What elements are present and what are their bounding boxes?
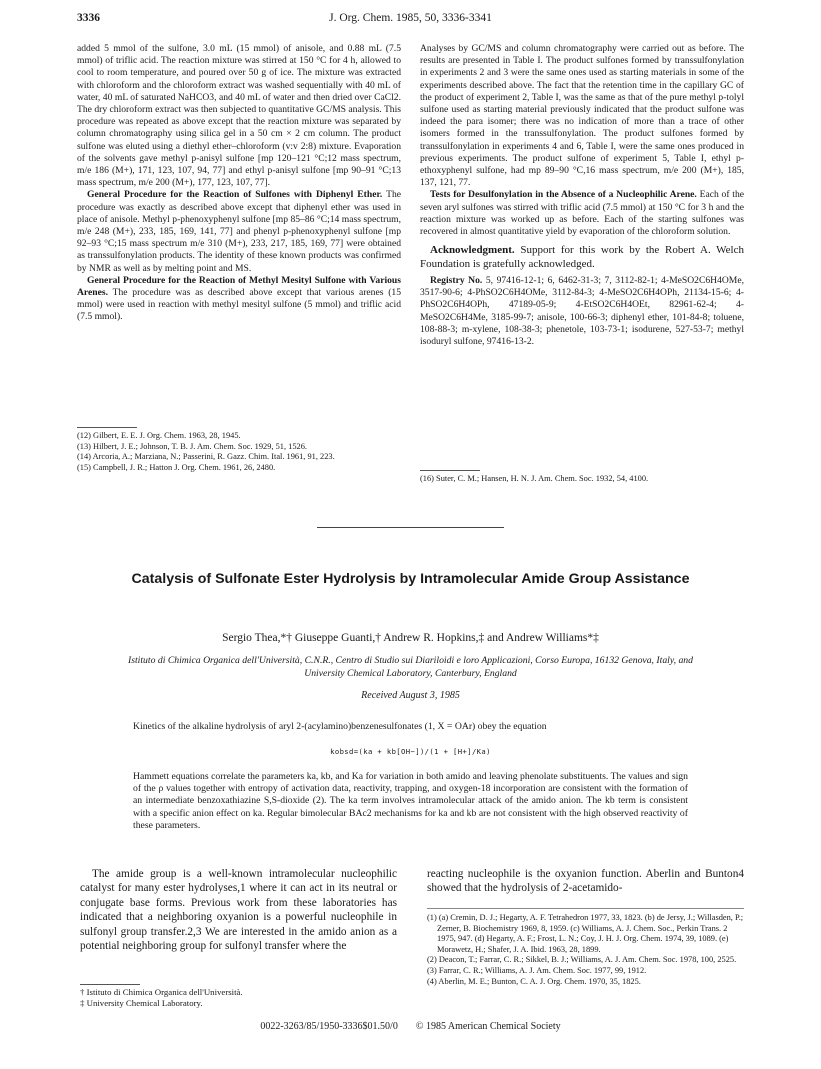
article-title: Catalysis of Sulfonate Ester Hydrolysis by Intramolecular Amide Group Assistance (131, 571, 690, 587)
rate-equation: kobsd=(ka + kb[OH−])/(1 + [H+]/Ka) (330, 747, 491, 756)
footnote: (3) Farrar, C. R.; Williams, A. J. Am. Chem. Soc. 1977, 99, 1912. (427, 965, 647, 975)
footnote: (14) Arcoria, A.; Marziana, N.; Passerini, R. Gazz. Chim. Ital. 1961, 91, 223. (77, 452, 335, 462)
price-code: 0022-3263/85/1950-3336$01.50/0 (260, 1021, 398, 1032)
footnote-rule-right (420, 470, 480, 471)
right-footnotes (420, 474, 744, 485)
right-heading-2: Tests for Desulfonylation in the Absence of a Nucleophilic Arene. (430, 189, 697, 201)
footnote: (16) Suter, C. M.; Hansen, H. N. J. Am. Chem. Soc. 1932, 54, 4100. (420, 474, 649, 483)
body-right (427, 867, 744, 896)
abstract-body: Hammett equations correlate the parameters ka, kb, and Ka for variation in both amido and leaving phenolate substituents. The values and sign of the ρ values together with entropy of activation data, reactivity, trapping, and oxygen-18 incorporation are consistent with the formation of an intermediate benzoxathiazine S,S-dioxide (2). The ka term involves intramolecular attack of the amido anion. The kb term is consistent with a specific anion effect on ka. Regular bimolecular BAc2 mechanisms for ka and kb are not consistent with the high observed reactivity of these parameters. (133, 771, 688, 831)
footnote: (13) Hilbert, J. E.; Johnson, T. B. J. Am. Chem. Soc. 1929, 51, 1526. (77, 441, 307, 451)
body-left (80, 867, 397, 953)
right-column (420, 43, 744, 348)
article-authors: Sergio Thea,*† Giuseppe Guanti,† Andrew R. Hopkins,‡ and Andrew Williams*‡ (222, 632, 599, 644)
footnote: (12) Gilbert, E. E. J. Org. Chem. 1963, 28, 1945. (77, 431, 241, 440)
footnote: (15) Campbell, J. R.; Hatton J. Org. Chem. 1961, 26, 2480. (77, 462, 276, 472)
footnote: † Istituto di Chimica Organica dell'Università. (80, 987, 243, 997)
article-affiliation: Istituto di Chimica Organica dell'Università, C.N.R., Centro di Studio sui Diariloidi e loro Applicazioni, Corso Europa, 16132 Genova, Italy, and University Chemical Laboratory, Canterbury, England (127, 655, 693, 679)
intro-paragraph-continued: reacting nucleophile is the oxyanion function. Aberlin and Bunton4 showed that the hydrolysis of 2-acetamido- (427, 868, 744, 895)
left-column (77, 43, 401, 324)
intro-paragraph: The amide group is a well-known intramolecular nucleophilic catalyst for many ester hydrolyses,1 where it can act in its neutral or conjugate base forms. Previous work from these laboratories has indicated that a neighboring oxyanion is a powerful nucleophile in sulfonyl group transfer.2,3 We are interested in the amido anion as a potential neighboring group for sulfonyl transfer where the (80, 868, 397, 953)
acknowledgment-heading: Acknowledgment. (430, 244, 515, 257)
footnote: ‡ University Chemical Laboratory. (80, 998, 203, 1008)
abstract-intro: Kinetics of the alkaline hydrolysis of aryl 2-(acylamino)benzenesulfonates (1, X = OAr) obey the equation (133, 721, 547, 732)
left-heading-2: General Procedure for the Reaction of Sulfones with Diphenyl Ether. (87, 189, 383, 201)
left-footnotes (77, 431, 401, 473)
acknowledgment-text: Support for this work by the Robert A. Welch Foundation is gratefully acknowledged. (420, 244, 744, 270)
article-divider (317, 527, 504, 528)
left-heading-3: General Procedure for the Reaction of Methyl Mesityl Sulfone with Various Arenes. (77, 274, 401, 299)
registry-heading: Registry No. (430, 275, 483, 287)
right-paragraph-2: Each of the seven aryl sulfones was stirred with triflic acid (7.5 mmol) at 150 °C for 3 h and the reaction mixture was worked up as before. Each of the starting sulfones was recovered in almost quantitative yield by evaporation of the chloroform solution. (420, 189, 744, 238)
footnote: (2) Deacon, T.; Farrar, C. R.; Sikkel, B. J.; Williams, A. J. Am. Chem. Soc. 1978, 100, 2525. (427, 955, 737, 965)
footnote: (1) (a) Cremin, D. J.; Hegarty, A. F. Tetrahedron 1977, 33, 1823. (b) de Jersy, J.; Willasden, P.; Zerner, B. Biochemistry 1969, 8, 1959. (c) Williams, A. J. Chem. Soc., Perkin Trans. 2 1975, 947. (d) Hegarty, A. F.; Frost, L. N.; Coy, J. H. J. Org. Chem. 1974, 39, 1089. (e) Morawetz, H.; Shafer, J. A. Ibid. 1963, 28, 1899. (427, 913, 744, 954)
page-footer (80, 1021, 741, 1032)
affiliation-footnotes (80, 987, 397, 1009)
left-paragraph-1: added 5 mmol of the sulfone, 3.0 mL (15 mmol) of anisole, and 0.88 mL (7.5 mmol) of triflic acid. The reaction mixture was stirred at 150 °C for 4 h, allowed to cool to room temperature, and poured over 50 g of ice. The mixture was extracted with chloroform and the chloroform extract was washed sequentially with 40 mL of water, 40 mL of saturated NaHCO3, and 40 mL of water and then dried over CaCl2. The dry chloroform extract was then subjected to quantitative GC/MS analysis. This procedure was repeated as above except that the reaction mixture was separated by column chromatography using silica gel in a 50 cm × 2 cm column. The product sulfone was eluted using a diethyl ether–chloroform (v:v 2:8) mixture. Evaporation of the solvents gave methyl p-anisyl sulfone [mp 120–121 °C;12 mass spectrum, m/e 186 (M+), 171, 123, 107, 94, 77] and ethyl p-anisyl sulfone [mp 90–91 °C;13 mass spectrum, m/e 200 (M+), 177, 123, 107, 77]. (77, 43, 401, 189)
page-header (77, 12, 744, 28)
reference-footnotes (427, 913, 744, 987)
received-date: Received August 3, 1985 (361, 690, 460, 701)
right-paragraph-1: Analyses by GC/MS and column chromatography were carried out as before. The results are presented in Table I. The product sulfones formed by transsulfonylation in experiments 2 and 3 were the same ones used as starting materials in some of the experiments described above. The fact that the retention time in the capillary GC of the product of experiment 2, Table I, was the same as that of the pure methyl p-tolyl sulfone used as starting material previously indicated that the product sulfone was indeed the para isomer; there was no indication of more than a trace of other isomers formed in the transsulfonylation. The product sulfones formed by transsulfonylation in experiments 4 and 6, Table I, were the same ones produced in previous experiments. The product sulfone of experiment 5, Table I, ethyl p-ethoxyphenyl sulfone, had mp 89–90 °C,16 mass spectrum, m/e 200 (M+), 185, 137, 121, 77. (420, 43, 744, 189)
journal-reference: J. Org. Chem. 1985, 50, 3336-3341 (329, 12, 492, 24)
affiliation-footnote-rule (80, 984, 140, 985)
copyright-notice: © 1985 American Chemical Society (415, 1021, 561, 1032)
footnote-rule-left (77, 427, 137, 428)
reference-footnote-rule (427, 908, 744, 909)
registry-text: 5, 97416-12-1; 6, 6462-31-3; 7, 3112-82-1; 4-MeSO2C6H4OMe, 3517-90-6; 4-PhSO2C6H4OMe, 3112-84-3; 4-MeSO2C6H4OPh, 21134-15-6; 4-PhSO2C6H4OPh, 47189-05-9; 4-EtSO2C6H4OEt, 82961-62-4; 4-MeSO2C6H4Me, 3185-99-7; anisole, 100-66-3; diphenyl ether, 101-84-8; toluene, 108-88-3; m-xylene, 108-38-3; phenetole, 103-73-1; isodurene, 527-53-7; methyl isoduryl sulfone, 97416-13-2. (420, 275, 744, 348)
footnote: (4) Aberlin, M. E.; Bunton, C. A. J. Org. Chem. 1970, 35, 1825. (427, 976, 641, 986)
page-number: 3336 (77, 12, 100, 24)
left-paragraph-3: The procedure was as described above except that various arenes (15 mmol) were used in reaction with methyl mesityl sulfone (5 mmol) and triflic acid (7.5 mmol). (77, 287, 401, 323)
left-paragraph-2: The procedure was exactly as described above except that diphenyl ether was used in place of anisole. Methyl p-phenoxyphenyl sulfone [mp 85–86 °C;14 mass spectrum, m/e 248 (M+), 233, 185, 169, 141, 77] and phenyl p-phenoxyphenyl sulfone [mp 92–93 °C;15 mass spectrum m/e 310 (M+), 233, 217, 185, 169, 77] were obtained as transsulfonylation products. The identity of these known products was confirmed by NMR as well as by melting point and MS. (77, 189, 401, 274)
